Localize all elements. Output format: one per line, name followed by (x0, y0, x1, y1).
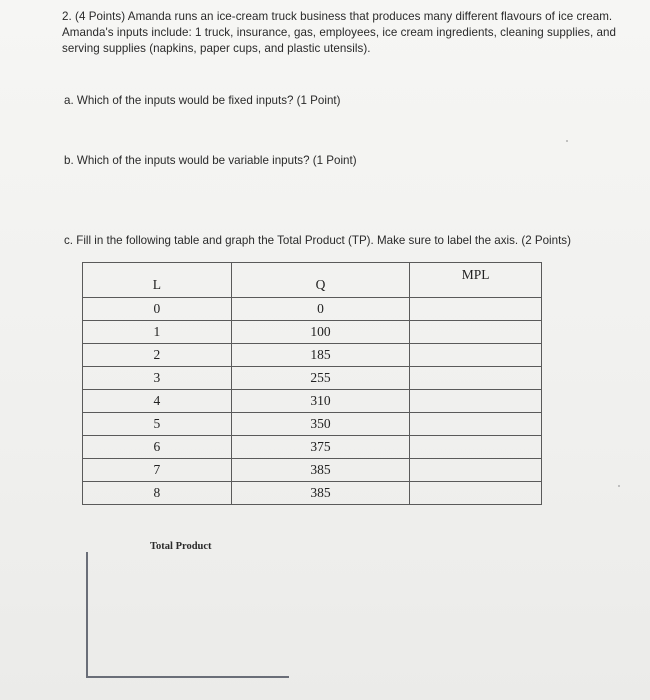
cell-labor: 7 (83, 459, 232, 482)
table-row (83, 298, 542, 321)
table-row (83, 344, 542, 367)
cell-quantity: 385 (231, 482, 410, 505)
production-table (82, 262, 542, 505)
graph-x-axis (86, 676, 289, 678)
cell-labor: 6 (83, 436, 232, 459)
cell-labor: 4 (83, 390, 232, 413)
table-row (83, 482, 542, 505)
question-part-a: a. Which of the inputs would be fixed inputs? (1 Point) (64, 94, 341, 107)
cell-mpl[interactable] (410, 436, 542, 459)
paper-speck (618, 485, 620, 487)
cell-quantity: 185 (231, 344, 410, 367)
cell-labor: 2 (83, 344, 232, 367)
cell-labor: 0 (83, 298, 232, 321)
paper-speck (566, 140, 568, 142)
table-row (83, 321, 542, 344)
table-body (83, 298, 542, 505)
cell-mpl[interactable] (410, 321, 542, 344)
cell-quantity: 385 (231, 459, 410, 482)
table-row (83, 436, 542, 459)
cell-mpl[interactable] (410, 298, 542, 321)
cell-quantity: 375 (231, 436, 410, 459)
header-quantity: Q (231, 263, 410, 298)
cell-labor: 8 (83, 482, 232, 505)
cell-labor: 5 (83, 413, 232, 436)
question-part-c: c. Fill in the following table and graph the Total Product (TP). Make sure to label the axis. (2 Points) (64, 234, 571, 247)
graph-title: Total Product (150, 541, 212, 552)
table-row (83, 413, 542, 436)
cell-quantity: 100 (231, 321, 410, 344)
graph-y-axis (86, 552, 88, 678)
cell-labor: 1 (83, 321, 232, 344)
cell-quantity: 255 (231, 367, 410, 390)
cell-mpl[interactable] (410, 367, 542, 390)
cell-mpl[interactable] (410, 482, 542, 505)
header-labor: L (83, 263, 232, 298)
cell-quantity: 0 (231, 298, 410, 321)
table-row (83, 459, 542, 482)
cell-mpl[interactable] (410, 459, 542, 482)
table-row (83, 367, 542, 390)
question-part-b: b. Which of the inputs would be variable inputs? (1 Point) (64, 154, 357, 167)
cell-labor: 3 (83, 367, 232, 390)
question-intro: 2. (4 Points) Amanda runs an ice-cream truck business that produces many different flavours of ice cream. Amanda's inputs include: 1 truck, insurance, gas, employees, ice cream ingredients, cleaning supplies, and serving supplies (napkins, paper cups, and plastic utensils). (62, 10, 617, 55)
cell-mpl[interactable] (410, 390, 542, 413)
table-row (83, 390, 542, 413)
cell-quantity: 350 (231, 413, 410, 436)
cell-mpl[interactable] (410, 413, 542, 436)
cell-mpl[interactable] (410, 344, 542, 367)
table-header-row (83, 263, 542, 298)
cell-quantity: 310 (231, 390, 410, 413)
header-mpl: MPL (410, 263, 542, 298)
